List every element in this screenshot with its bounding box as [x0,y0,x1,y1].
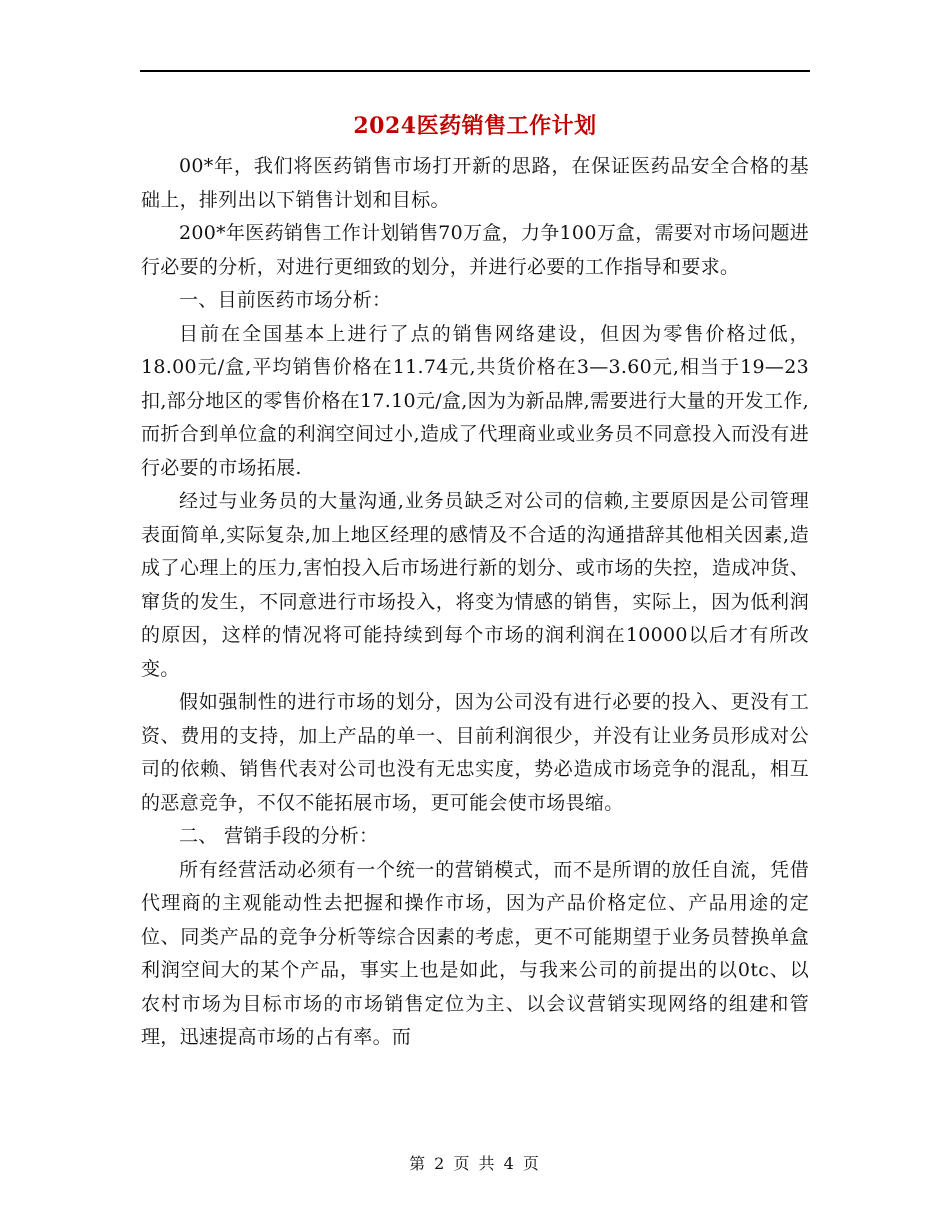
paragraph: 经过与业务员的大量沟通,业务员缺乏对公司的信赖,主要原因是公司管理表面简单,实际复杂,加上地区经理的感情及不合适的沟通措辞其他相关因素,造成了心理上的压力,害怕投入后市场进行新的划分、或市场的失控，造成冲货、窜货的发生，不同意进行市场投入，将变为情感的销售，实际上，因为低利润的原因，这样的情况将可能持续到每个市场的润利润在10000以后才有所改变。 [141,490,809,680]
paragraph: 假如强制性的进行市场的划分，因为公司没有进行必要的投入、更没有工资、费用的支持，加上产品的单一、目前利润很少，并没有让业务员形成对公司的依赖、销售代表对公司也没有无忠实度，势必造成市场竞争的混乱，相互的恶意竞争，不仅不能拓展市场，更可能会使市场畏缩。 [141,691,809,814]
document-body [141,150,809,1055]
section-heading: 二、 营销手段的分析： [179,825,379,847]
paragraph: 00*年，我们将医药销售市场打开新的思路，在保证医药品安全合格的基础上，排列出以下销售计划和目标。 [141,155,809,211]
document-title: 2024医药销售工作计划 [353,113,597,139]
paragraph: 200*年医药销售工作计划销售70万盒，力争100万盒，需要对市场问题进行必要的分析，对进行更细致的划分，并进行必要的工作指导和要求。 [141,222,810,278]
header-rule [140,70,810,72]
paragraph: 目前在全国基本上进行了点的销售网络建设，但因为零售价格过低，18.00元/盒,平均销售价格在11.74元,共货价格在3—3.60元,相当于19—23扣,部分地区的零售价格在17.10元/盒,因为为新品牌,需要进行大量的开发工作,而折合到单位盒的利润空间过小,造成了代理商业或业务员不同意投入而没有进行必要的市场拓展. [141,322,809,479]
page-number-footer: 第 2 页 共 4 页 [409,1154,541,1173]
paragraph: 所有经营活动必须有一个统一的营销模式，而不是所谓的放任自流，凭借代理商的主观能动性去把握和操作市场，因为产品价格定位、产品用途的定位、同类产品的竞争分析等综合因素的考虑，更不可能期望于业务员替换单盒利润空间大的某个产品，事实上也是如此，与我来公司的前提出的以0tc、以农村市场为目标市场的市场销售定位为主、以会议营销实现网络的组建和管理，迅速提高市场的占有率。而 [141,858,809,1048]
section-heading: 一、目前医药市场分析： [179,289,392,311]
